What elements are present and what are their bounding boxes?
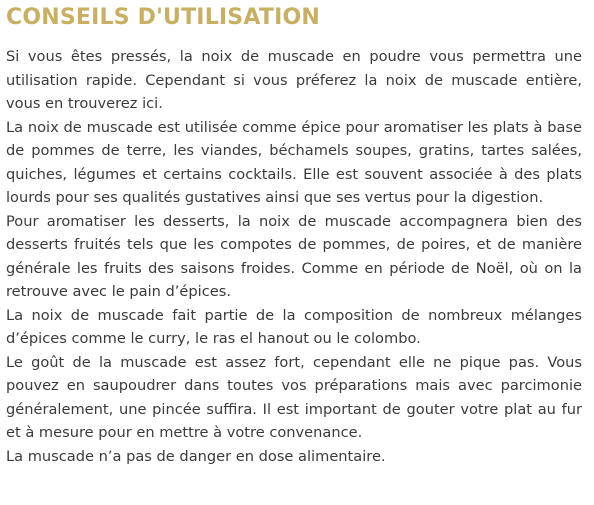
- paragraph-savory-dishes: La noix de muscade est utilisée comme épice pour aromatiser les plats à base de pommes de terre, les viandes, béchamels soupes, gratins, tartes salées, quiches, légumes et certains cocktails. Elle est souvent associée à des plats lourds pour ses qualités gustatives ainsi que ses vertus pour la digestion.: [6, 118, 582, 206]
- section-body: [6, 45, 582, 468]
- paragraph-desserts: Pour aromatiser les desserts, la noix de muscade accompagnera bien des desserts fruités tels que les compotes de pommes, de poires, et de manière générale les fruits des saisons froides. Comme en période de Noël, où on la retrouve avec le pain d’épices.: [6, 212, 582, 300]
- paragraph-taste: Le goût de la muscade est assez fort, cependant elle ne pique pas. Vous pouvez en saupoudrer dans toutes vos préparations mais avec parcimonie généralement, une pincée suffira. Il est important de gouter votre plat au fur et à mesure pour en mettre à votre convenance.: [6, 353, 582, 441]
- section-heading: CONSEILS D'UTILISATION: [6, 5, 320, 30]
- paragraph-spice-blends: La noix de muscade fait partie de la composition de nombreux mélanges d’épices comme le curry, le ras el hanout ou le colombo.: [6, 306, 582, 347]
- paragraph-safety: La muscade n’a pas de danger en dose alimentaire.: [6, 447, 386, 465]
- paragraph-quick-use: Si vous êtes pressés, la noix de muscade en poudre vous permettra une utilisation rapide. Cependant si vous préferez la noix de muscade entière, vous en trouverez ici.: [6, 48, 582, 112]
